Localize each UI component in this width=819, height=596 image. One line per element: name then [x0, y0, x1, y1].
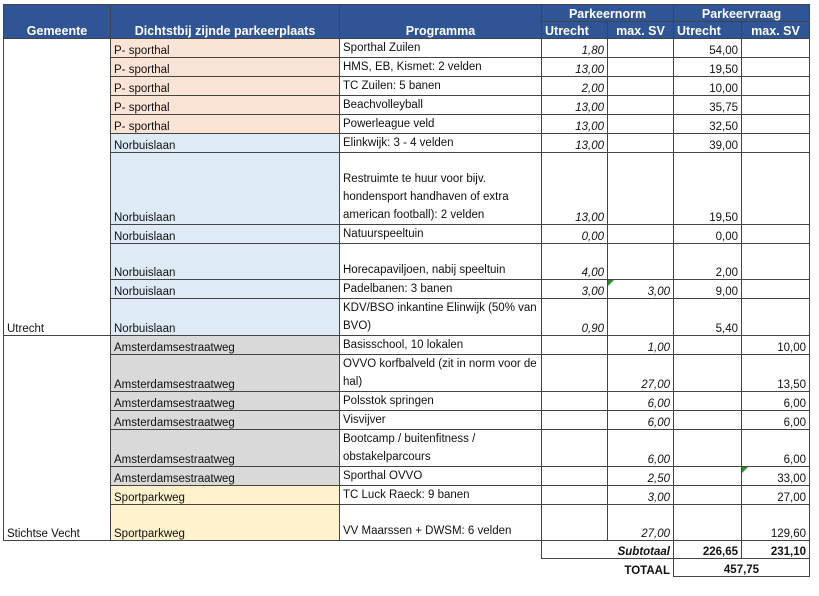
parkeerplaats-cell: Amsterdamsestraatweg: [111, 411, 340, 430]
totaal-value: 457,75: [674, 559, 810, 577]
vraag-max-sv-cell: [742, 225, 810, 244]
parkeerplaats-cell: Amsterdamsestraatweg: [111, 467, 340, 486]
norm-utrecht-cell: [542, 392, 608, 411]
programma-cell: OVVO korfbalveld (zit in norm voor de hal): [340, 355, 542, 392]
table-row: [4, 467, 810, 486]
programma-cell: VV Maarssen + DWSM: 6 velden: [340, 505, 542, 541]
table-row: [4, 392, 810, 411]
programma-cell: Restruimte te huur voor bijv. hondensport handhaven of extra american football): 2 velden: [340, 153, 542, 225]
norm-utrecht-cell: 0,00: [542, 225, 608, 244]
vraag-max-sv-cell: [742, 77, 810, 96]
vraag-utrecht-cell: [674, 336, 742, 355]
programma-cell: Horecapaviljoen, nabij speeltuin: [340, 244, 542, 280]
vraag-max-sv-cell: 13,50: [742, 355, 810, 392]
total-row: [4, 559, 810, 577]
norm-utrecht-cell: 0,90: [542, 299, 608, 336]
table-row: [4, 96, 810, 115]
norm-utrecht-cell: [542, 505, 608, 541]
norm-max-sv-cell: 2,50: [608, 467, 674, 486]
vraag-max-sv-cell: [742, 299, 810, 336]
header-norm-utrecht: Utrecht: [542, 22, 608, 39]
norm-max-sv-cell: [608, 153, 674, 225]
parkeerplaats-cell: Norbuislaan: [111, 299, 340, 336]
vraag-max-sv-cell: [742, 134, 810, 153]
vraag-utrecht-cell: 5,40: [674, 299, 742, 336]
programma-cell: Visvijver: [340, 411, 542, 430]
norm-utrecht-cell: 13,00: [542, 134, 608, 153]
parkeerplaats-cell: Amsterdamsestraatweg: [111, 336, 340, 355]
vraag-utrecht-cell: [674, 430, 742, 467]
gemeente-cell: Stichtse Vecht: [4, 336, 111, 541]
vraag-max-sv-cell: 33,00: [742, 467, 810, 486]
norm-utrecht-cell: [542, 430, 608, 467]
norm-max-sv-cell: [608, 225, 674, 244]
norm-utrecht-cell: 13,00: [542, 115, 608, 134]
table-row: [4, 505, 810, 541]
table-row: [4, 430, 810, 467]
parkeerplaats-cell: Norbuislaan: [111, 280, 340, 299]
norm-utrecht-cell: [542, 336, 608, 355]
norm-utrecht-cell: 13,00: [542, 58, 608, 77]
table-row: [4, 280, 810, 299]
vraag-utrecht-cell: 35,75: [674, 96, 742, 115]
vraag-utrecht-cell: [674, 486, 742, 505]
header-parkeervraag: Parkeervraag: [674, 5, 810, 22]
norm-utrecht-cell: 2,00: [542, 77, 608, 96]
table-row: [4, 77, 810, 96]
vraag-max-sv-cell: 10,00: [742, 336, 810, 355]
table-row: [4, 39, 810, 58]
table-row: [4, 355, 810, 392]
programma-cell: Basisschool, 10 lokalen: [340, 336, 542, 355]
header-gemeente: Gemeente: [4, 5, 111, 39]
programma-cell: KDV/BSO inkantine Elinwijk (50% van BVO): [340, 299, 542, 336]
vraag-max-sv-cell: [742, 244, 810, 280]
header-norm-max-sv: max. SV: [608, 22, 674, 39]
norm-utrecht-cell: 1,80: [542, 39, 608, 58]
totaal-label: TOTAAL: [624, 564, 670, 577]
norm-utrecht-cell: [542, 411, 608, 430]
table-row: [4, 58, 810, 77]
vraag-max-sv-cell: 6,00: [742, 430, 810, 467]
table-row: [4, 299, 810, 336]
vraag-max-sv-cell: [742, 115, 810, 134]
header-vraag-max-sv: max. SV: [742, 22, 810, 39]
norm-max-sv-cell: 3,00: [608, 486, 674, 505]
norm-max-sv-cell: [608, 134, 674, 153]
spacer: [4, 541, 542, 559]
header-vraag-utrecht: Utrecht: [674, 22, 742, 39]
norm-utrecht-cell: [542, 355, 608, 392]
norm-utrecht-cell: 3,00: [542, 280, 608, 299]
parkeerplaats-cell: P- sporthal: [111, 115, 340, 134]
parkeerplaats-cell: Norbuislaan: [111, 225, 340, 244]
norm-max-sv-cell: 1,00: [608, 336, 674, 355]
vraag-utrecht-cell: [674, 392, 742, 411]
parkeerplaats-cell: P- sporthal: [111, 39, 340, 58]
vraag-utrecht-cell: 19,50: [674, 58, 742, 77]
header-parkeernorm: Parkeernorm: [542, 5, 674, 22]
norm-max-sv-cell: [608, 299, 674, 336]
norm-max-sv-cell: [608, 115, 674, 134]
vraag-utrecht-cell: 10,00: [674, 77, 742, 96]
vraag-max-sv-cell: [742, 280, 810, 299]
parkeerplaats-cell: Amsterdamsestraatweg: [111, 430, 340, 467]
parkeerplaats-cell: Amsterdamsestraatweg: [111, 355, 340, 392]
header-programma: Programma: [340, 5, 542, 39]
norm-max-sv-cell: [608, 77, 674, 96]
parkeerplaats-cell: Norbuislaan: [111, 153, 340, 225]
vraag-utrecht-cell: [674, 467, 742, 486]
vraag-max-sv-cell: [742, 96, 810, 115]
parking-table-sheet: [3, 4, 810, 577]
programma-cell: Sporthal OVVO: [340, 467, 542, 486]
norm-max-sv-cell: 6,00: [608, 430, 674, 467]
norm-utrecht-cell: 13,00: [542, 96, 608, 115]
parkeerplaats-cell: Sportparkweg: [111, 505, 340, 541]
table-row: [4, 134, 810, 153]
norm-max-sv-cell: 6,00: [608, 392, 674, 411]
norm-utrecht-cell: [542, 486, 608, 505]
parkeerplaats-cell: Sportparkweg: [111, 486, 340, 505]
vraag-max-sv-cell: [742, 39, 810, 58]
norm-max-sv-cell: [608, 244, 674, 280]
vraag-utrecht-cell: 9,00: [674, 280, 742, 299]
vraag-utrecht-cell: 39,00: [674, 134, 742, 153]
header-parkeerplaats: Dichtstbij zijnde parkeerplaats: [111, 5, 340, 39]
table-row: [4, 244, 810, 280]
norm-max-sv-cell: [608, 58, 674, 77]
vraag-utrecht-cell: 54,00: [674, 39, 742, 58]
programma-cell: Powerleague veld: [340, 115, 542, 134]
table-row: [4, 115, 810, 134]
vraag-max-sv-cell: [742, 58, 810, 77]
table-row: [4, 486, 810, 505]
parkeerplaats-cell: P- sporthal: [111, 77, 340, 96]
norm-max-sv-cell: 6,00: [608, 411, 674, 430]
subtotaal-utrecht: 226,65: [674, 541, 742, 559]
vraag-utrecht-cell: 19,50: [674, 153, 742, 225]
vraag-utrecht-cell: 0,00: [674, 225, 742, 244]
vraag-utrecht-cell: [674, 411, 742, 430]
subtotaal-max-sv: 231,10: [742, 541, 810, 559]
parkeerplaats-cell: Norbuislaan: [111, 244, 340, 280]
table-row: [4, 411, 810, 430]
norm-utrecht-cell: 13,00: [542, 153, 608, 225]
table-row: [4, 336, 810, 355]
parkeerplaats-cell: Norbuislaan: [111, 134, 340, 153]
subtotal-row: [4, 541, 810, 559]
programma-cell: TC Zuilen: 5 banen: [340, 77, 542, 96]
norm-utrecht-cell: [542, 467, 608, 486]
norm-max-sv-cell: 27,00: [608, 355, 674, 392]
vraag-utrecht-cell: [674, 355, 742, 392]
vraag-max-sv-cell: 6,00: [742, 392, 810, 411]
programma-cell: Sporthal Zuilen: [340, 39, 542, 58]
vraag-max-sv-cell: 129,60: [742, 505, 810, 541]
parking-table: [3, 4, 810, 577]
vraag-utrecht-cell: 2,00: [674, 244, 742, 280]
programma-cell: Bootcamp / buitenfitness / obstakelparcours: [340, 430, 542, 467]
table-row: [4, 225, 810, 244]
spacer: [4, 559, 542, 577]
gemeente-cell: Utrecht: [4, 39, 111, 336]
norm-max-sv-cell: [608, 39, 674, 58]
programma-cell: TC Luck Raeck: 9 banen: [340, 486, 542, 505]
programma-cell: Polsstok springen: [340, 392, 542, 411]
parkeerplaats-cell: P- sporthal: [111, 96, 340, 115]
vraag-utrecht-cell: 32,50: [674, 115, 742, 134]
programma-cell: Beachvolleyball: [340, 96, 542, 115]
norm-max-sv-cell: [608, 96, 674, 115]
programma-cell: Natuurspeeltuin: [340, 225, 542, 244]
norm-utrecht-cell: 4,00: [542, 244, 608, 280]
programma-cell: HMS, EB, Kismet: 2 velden: [340, 58, 542, 77]
programma-cell: Elinkwijk: 3 - 4 velden: [340, 134, 542, 153]
parkeerplaats-cell: Amsterdamsestraatweg: [111, 392, 340, 411]
vraag-max-sv-cell: [742, 153, 810, 225]
programma-cell: Padelbanen: 3 banen: [340, 280, 542, 299]
vraag-utrecht-cell: [674, 505, 742, 541]
parkeerplaats-cell: P- sporthal: [111, 58, 340, 77]
vraag-max-sv-cell: 6,00: [742, 411, 810, 430]
vraag-max-sv-cell: 27,00: [742, 486, 810, 505]
norm-max-sv-cell: 27,00: [608, 505, 674, 541]
subtotaal-label: Subtotaal: [542, 541, 674, 559]
norm-max-sv-cell: 3,00: [608, 280, 674, 299]
table-row: [4, 153, 810, 225]
